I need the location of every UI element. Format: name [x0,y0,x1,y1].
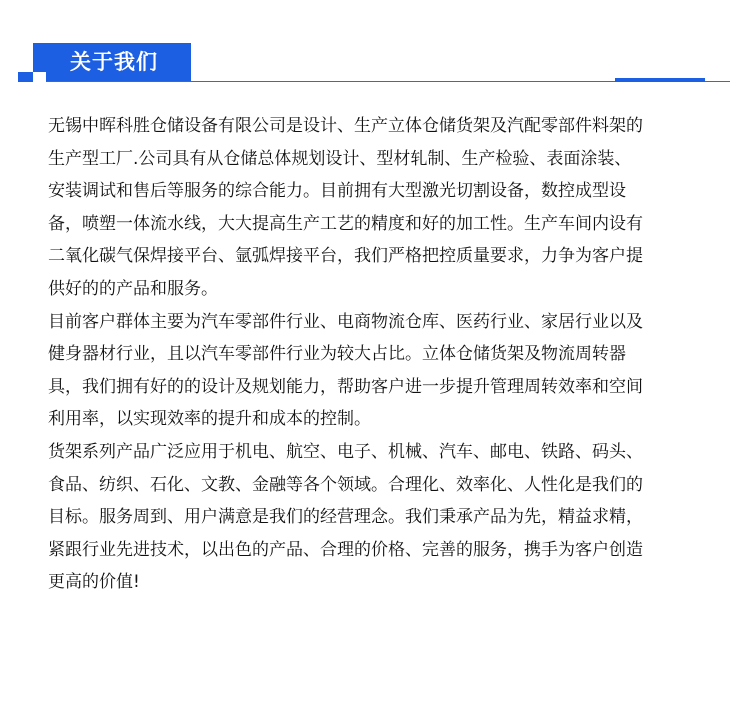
text-line: 目前客户群体主要为汽车零部件行业、电商物流仓库、医药行业、家居行业以及 [48,311,643,332]
text-line: 紧跟行业先进技术，以出色的产品、合理的价格、完善的服务，携手为客户创造 [48,539,643,560]
text-line: 备，喷塑一体流水线，大大提高生产工艺的精度和好的加工性。生产车间内设有 [48,213,643,234]
about-text [48,110,728,599]
text-line: 供好的的产品和服务。 [48,278,218,299]
text-line: 更高的价值! [48,572,140,593]
text-line: 目标。服务周到、用户满意是我们的经营理念。我们秉承产品为先，精益求精， [48,507,643,528]
text-line: 利用率，以实现效率的提升和成本的控制。 [48,409,371,430]
text-line: 具，我们拥有好的的设计及规划能力，帮助客户进一步提升管理周转效率和空间 [48,376,643,397]
text-line: 无锡中晖科胜仓储设备有限公司是设计、生产立体仓储货架及汽配零部件料架的 [48,116,643,136]
text-line: 货架系列产品广泛应用于机电、航空、电子、机械、汽车、邮电、铁路、码头、 [48,441,643,462]
header-accent-bar [615,78,705,82]
section-title: 关于我们 [70,50,158,74]
text-line: 安装调试和售后等服务的综合能力。目前拥有大型激光切割设备，数控成型设 [48,181,626,202]
text-line: 二氧化碳气保焊接平台、氩弧焊接平台，我们严格把控质量要求，力争为客户提 [48,246,643,267]
text-line: 生产型工厂.公司具有从仓储总体规划设计、型材轧制、生产检验、表面涂装、 [48,148,632,169]
decorative-notch [33,72,46,82]
decorative-square [18,72,33,82]
text-line: 健身器材行业，且以汽车零部件行业为较大占比。立体仓储货架及物流周转器 [48,344,626,365]
text-line: 食品、纺织、石化、文教、金融等各个领域。合理化、效率化、人性化是我们的 [48,474,643,495]
